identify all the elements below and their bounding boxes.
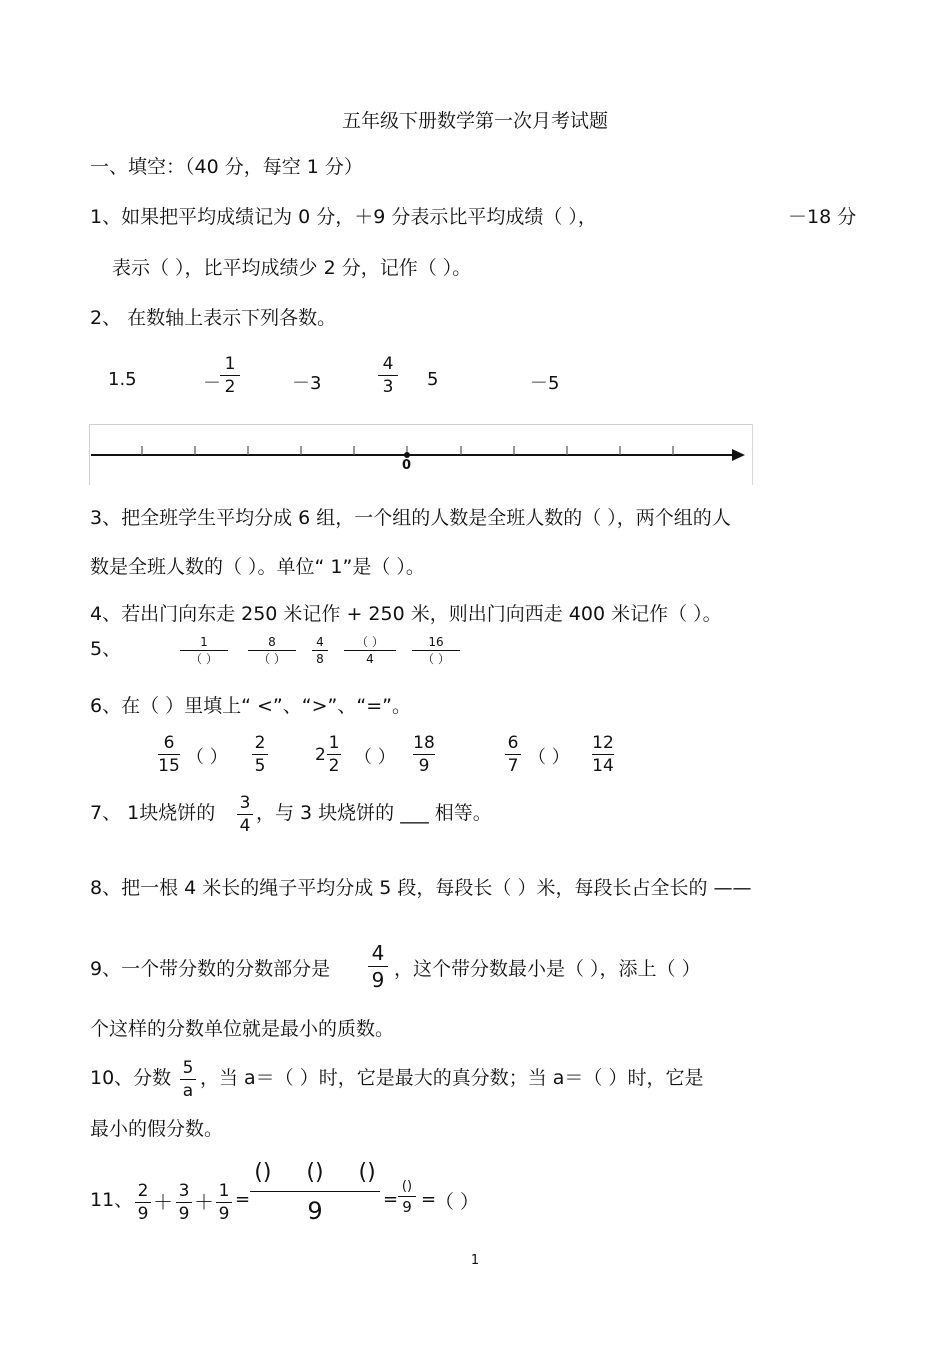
numerator: （ ）	[356, 635, 384, 649]
q11-term-1	[135, 1181, 151, 1224]
question-7-text-a: 7、 1块烧饼的	[90, 802, 216, 824]
q6-fraction-6-7	[505, 733, 521, 776]
arrow-icon	[732, 449, 745, 461]
denominator: 14	[592, 756, 614, 776]
question-10-text-b: ，当 a＝（ ）时，它是最大的真分数；当 a＝（ ）时，它是	[200, 1067, 704, 1089]
denominator: 2	[328, 756, 340, 776]
q6-mixed-whole: 2	[315, 745, 326, 765]
fraction-bar	[180, 1079, 196, 1080]
denominator: 5	[254, 756, 266, 776]
fraction-bar	[158, 754, 180, 755]
denominator: （ ）	[190, 652, 218, 666]
question-1-negative-score: －18 分	[788, 206, 857, 228]
q5-fraction-4	[344, 635, 396, 666]
number-1-5: 1.5	[108, 369, 137, 390]
denominator: 9	[218, 1204, 230, 1224]
page-number: 1	[470, 1253, 480, 1268]
fraction-bar	[252, 754, 268, 755]
numerator: 1	[218, 1181, 230, 1201]
numerator: 5	[182, 1058, 194, 1078]
denominator: 9	[371, 968, 385, 992]
fraction-bar	[176, 1202, 192, 1203]
number-5: 5	[427, 369, 439, 390]
q6-blank-3: （ ）	[528, 747, 570, 768]
question-9-line-2: 个这样的分数单位就是最小的质数。	[90, 1018, 395, 1040]
fraction-bar	[135, 1202, 151, 1203]
q9-fraction-4-9	[368, 941, 388, 992]
q6-fraction-12-14	[592, 733, 614, 776]
question-8: 8、把一根 4 米长的绳子平均分成 5 段，每段长（ ）米，每段长占全长的 ——	[90, 877, 752, 899]
question-1-line-1: 1、如果把平均成绩记为 0 分，＋9 分表示比平均成绩（ ），	[90, 206, 597, 228]
equals-sign: =	[421, 1189, 437, 1210]
denominator: 7	[507, 756, 519, 776]
fraction-bar	[344, 650, 396, 651]
numerator: 4	[382, 354, 394, 374]
minus-sign: －	[203, 373, 221, 394]
question-1-line-2: 表示（ ），比平均成绩少 2 分，记作（ ）。	[112, 257, 472, 279]
plus-sign: ＋	[194, 1190, 214, 1214]
question-3-line-2: 数是全班人数的（ ）。单位“ 1”是（ ）。	[90, 556, 425, 578]
fraction-bar	[180, 650, 228, 651]
fraction-bar	[250, 1191, 380, 1192]
numerator: 1	[328, 733, 340, 753]
q6-fraction-18-9	[413, 733, 435, 776]
numerator: 6	[163, 733, 175, 753]
numerator: 8	[268, 635, 276, 649]
fraction-bar	[248, 650, 296, 651]
q5-fraction-5	[412, 635, 460, 666]
question-10-text-a: 10、分数	[90, 1067, 172, 1089]
denominator: 9	[402, 1198, 412, 1216]
fraction-bar	[378, 375, 398, 376]
question-9-text-b: ，这个带分数最小是（ ），添上（ ）	[394, 958, 701, 980]
question-9-text-a: 9、一个带分数的分数部分是	[90, 958, 331, 980]
q7-fraction-3-4	[237, 793, 253, 836]
numerator: () () ()	[254, 1160, 376, 1185]
denominator: 4	[239, 816, 251, 836]
q5-fraction-1	[180, 635, 228, 666]
numerator: 4	[316, 635, 324, 649]
q6-blank-2: （ ）	[354, 747, 396, 768]
section-heading: 一、填空：（40 分，每空 1 分）	[90, 156, 363, 178]
q11-term-3	[216, 1181, 232, 1224]
denominator: （ ）	[258, 652, 286, 666]
numerator: 6	[507, 733, 519, 753]
question-3-line-1: 3、把全班学生平均分成 6 组，一个组的人数是全班人数的（ ），两个组的人	[90, 507, 731, 529]
equals-sign: =	[383, 1189, 399, 1210]
zero-label: 0	[402, 458, 412, 473]
q10-fraction-5-a	[180, 1058, 196, 1101]
fraction-bar	[368, 966, 388, 967]
denominator: （ ）	[422, 652, 450, 666]
fraction-bar	[237, 814, 253, 815]
numerator: 18	[413, 733, 435, 753]
numerator: 1	[200, 635, 208, 649]
fraction-one-half	[220, 354, 240, 397]
numerator: 3	[239, 793, 251, 813]
q11-result-fraction	[398, 1179, 416, 1216]
numerator: 2	[137, 1181, 149, 1201]
question-10-line-2: 最小的假分数。	[90, 1118, 224, 1140]
fraction-bar	[413, 754, 435, 755]
numerator: 4	[371, 941, 385, 965]
numerator: 1	[224, 354, 236, 374]
number-line	[89, 440, 751, 470]
q5-fraction-2	[248, 635, 296, 666]
denominator: 9	[307, 1197, 323, 1225]
q6-blank-1: （ ）	[186, 747, 228, 768]
q11-term-2	[176, 1181, 192, 1224]
q6-fraction-6-15	[158, 733, 180, 776]
fraction-bar	[220, 375, 240, 376]
page-title: 五年级下册数学第一次月考试题	[341, 110, 608, 132]
denominator: 9	[418, 756, 430, 776]
numerator: ()	[401, 1179, 413, 1194]
fraction-bar	[312, 650, 328, 651]
plus-sign: ＋	[153, 1190, 173, 1214]
denominator: 9	[178, 1204, 190, 1224]
denominator: 3	[382, 377, 394, 397]
q6-fraction-2-5	[252, 733, 268, 776]
number-minus-3: －3	[292, 373, 322, 394]
numerator: 2	[254, 733, 266, 753]
fraction-bar	[412, 650, 460, 651]
fraction-bar	[327, 754, 341, 755]
question-7-text-b: ，与 3 块烧饼的 ___ 相等。	[256, 802, 492, 824]
numerator: 3	[178, 1181, 190, 1201]
denominator: 4	[366, 652, 374, 666]
denominator: 15	[158, 756, 180, 776]
denominator: 8	[316, 652, 324, 666]
question-2-text: 2、 在数轴上表示下列各数。	[90, 307, 337, 329]
denominator: 2	[224, 377, 236, 397]
numerator: 16	[428, 635, 444, 649]
fraction-bar	[592, 754, 614, 755]
number-minus-5: －5	[530, 373, 560, 394]
denominator: 9	[137, 1204, 149, 1224]
q11-combined-fraction	[250, 1158, 380, 1227]
question-6-text: 6、在（ ）里填上“ <”、“>”、“=”。	[90, 695, 411, 717]
q6-mixed-fraction	[327, 733, 341, 776]
fraction-bar	[505, 754, 521, 755]
fraction-four-thirds	[378, 354, 398, 397]
q11-answer-blank: （ ）	[435, 1191, 480, 1213]
question-5-label: 5、	[90, 638, 122, 660]
fraction-bar	[216, 1202, 232, 1203]
denominator: a	[182, 1081, 194, 1101]
numerator: 12	[592, 733, 614, 753]
fraction-bar	[398, 1196, 416, 1197]
question-4: 4、若出门向东走 250 米记作 + 250 米，则出门向西走 400 米记作（ ）。	[90, 603, 722, 625]
question-11-label: 11、	[90, 1189, 134, 1211]
equals-sign: =	[235, 1189, 251, 1210]
q5-fraction-3	[312, 635, 328, 666]
